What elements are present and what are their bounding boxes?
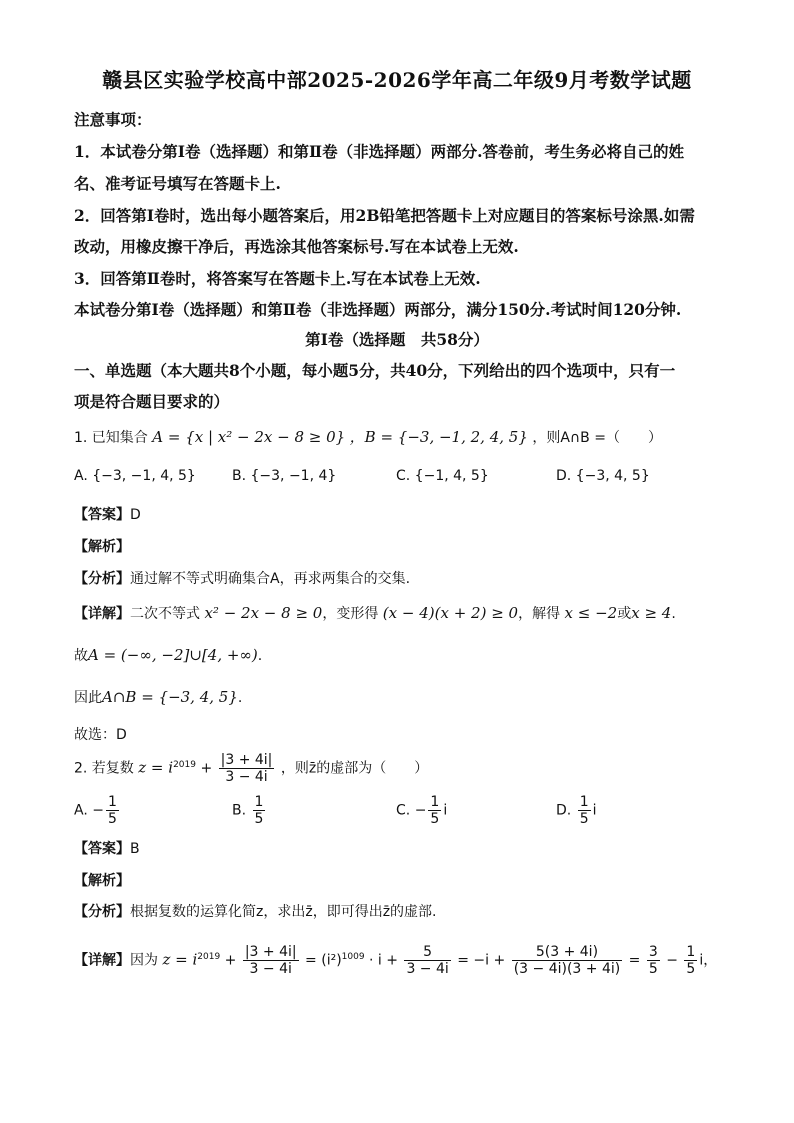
q2-option-b <box>232 794 267 827</box>
q2-d14: i， <box>699 952 718 969</box>
q1-set-b: ，B = {−3, −1, 2, 4, 5} <box>349 428 528 446</box>
q2-option-c-unit: i <box>443 802 448 819</box>
q2-d7-den: 3 − 4i <box>406 961 449 977</box>
q2-prefix: 2. 若复数 <box>74 760 134 777</box>
q2-option-a <box>74 794 121 827</box>
q2-option-c-den: 5 <box>430 811 440 827</box>
q2-option-d-num: 1 <box>579 794 589 810</box>
q2-d11-den: 5 <box>648 961 658 977</box>
q1-step3c: . <box>237 690 243 706</box>
q2-option-b-label: B. <box>232 802 247 819</box>
q2-fraction <box>219 752 275 785</box>
q2-ask: ，则z̄的虚部为（ ） <box>280 760 429 777</box>
q1-step1f: x ≤ −2 <box>564 604 618 622</box>
q2-d5-exp: 1009 <box>341 951 365 962</box>
q2-d9-num: 5(3 + 4i) <box>512 944 623 961</box>
q2-option-a-num: 1 <box>107 794 117 810</box>
q1-answer-tag: 【答案】 <box>74 507 130 523</box>
q2-d13-den: 5 <box>686 961 696 977</box>
q2-d4-frac <box>243 944 299 977</box>
q2-fenxi-tag: 【分析】 <box>74 904 130 920</box>
q2-option-d <box>556 794 597 827</box>
q1-analysis-label: 【解析】 <box>74 539 130 555</box>
q2-z: z = i <box>138 758 174 777</box>
q2-option-c <box>396 794 447 827</box>
notice-item-3: 3．回答第Ⅱ卷时，将答案写在答题卡上.写在本试卷上无效. <box>74 269 481 288</box>
q2-d9-den: (3 − 4i)(3 + 4i) <box>513 961 621 977</box>
q2-plus: + <box>200 760 213 777</box>
q1-answer <box>74 504 141 524</box>
q2-d3: + <box>224 952 237 969</box>
q2-d10: = <box>628 952 641 969</box>
q2-option-b-den: 5 <box>254 811 264 827</box>
q1-step1e: ，解得 <box>518 606 561 622</box>
q1-step1i: . <box>671 606 676 622</box>
q1-fenxi <box>74 568 410 588</box>
q1-step1h: x ≥ 4 <box>631 604 672 622</box>
q2-option-a-frac <box>106 794 119 827</box>
q2-d2: z = i <box>162 950 198 969</box>
q2-xiangjie-tag: 【详解】 <box>74 952 130 969</box>
q2-d4-num: |3 + 4i| <box>244 944 297 960</box>
q2-option-b-num: 1 <box>254 794 264 810</box>
q2-option-b-frac <box>253 794 266 827</box>
q1-option-a: A. {−3, −1, 4, 5} <box>74 468 196 484</box>
q2-option-a-sign: − <box>92 802 104 819</box>
q2-detail <box>74 944 717 977</box>
q2-d8: = −i + <box>457 952 506 969</box>
q1-step1c: ，变形得 <box>322 606 379 622</box>
q1-step3b: A∩B = {−3, 4, 5} <box>102 688 238 706</box>
q2-d13-num: 1 <box>686 944 696 960</box>
q2-d9-frac <box>512 944 623 977</box>
q1-fenxi-tag: 【分析】 <box>74 571 130 587</box>
q2-d11-frac <box>647 944 660 977</box>
notice-item-1-line-2: 名、准考证号填写在答题卡上. <box>74 174 281 193</box>
section-1-line-1: 一、单选题（本大题共8个小题，每小题5分，共40分，下列给出的四个选项中，只有一 <box>74 361 676 380</box>
q1-detail-step-1 <box>74 603 676 623</box>
q1-step2a: 故 <box>74 648 88 664</box>
q1-ask: ，则A∩B =（ ） <box>532 430 662 446</box>
q1-fenxi-text: 通过解不等式明确集合A，再求两集合的交集. <box>130 571 411 587</box>
q1-step1d: (x − 4)(x + 2) ≥ 0 <box>382 604 519 622</box>
q1-step2b: A = (−∞, −2]∪[4, +∞) <box>88 646 258 664</box>
q2-d2-exp: 2019 <box>197 951 221 962</box>
q1-set-a: A = {x | x² − 2x − 8 ≥ 0} <box>152 428 346 446</box>
q2-d11-num: 3 <box>648 944 658 960</box>
q2-option-d-frac <box>578 794 591 827</box>
q1-step2c: . <box>257 648 263 664</box>
q2-option-d-unit: i <box>592 802 597 819</box>
q2-answer-value: B <box>130 841 140 857</box>
notice-heading: 注意事项： <box>74 110 152 129</box>
q1-option-d: D. {−3, 4, 5} <box>556 468 650 484</box>
q1-detail-step-2 <box>74 645 262 665</box>
q2-d1: 因为 <box>130 952 158 969</box>
q2-exp: 2019 <box>173 759 196 770</box>
q2-option-c-frac <box>428 794 441 827</box>
q1-xiangjie-tag: 【详解】 <box>74 606 130 622</box>
q2-fenxi-text: 根据复数的运算化简z，求出z̄，即可得出z̄的虚部. <box>130 904 437 920</box>
q2-d5: = (i²) <box>305 952 342 969</box>
q2-option-a-den: 5 <box>107 811 117 827</box>
q1-step1g: 或 <box>617 606 632 622</box>
q1-option-b: B. {−3, −1, 4} <box>232 468 337 484</box>
q1-step3a: 因此 <box>74 690 102 706</box>
q2-d6: · i + <box>369 952 398 969</box>
q2-d4-den: 3 − 4i <box>249 961 292 977</box>
q2-answer-tag: 【答案】 <box>74 841 130 857</box>
notice-item-2-line-1: 2．回答第Ⅰ卷时，选出每小题答案后，用2B铅笔把答题卡上对应题目的答案标号涂黑.如需 <box>74 206 695 225</box>
q2-d12: − <box>666 952 678 969</box>
q2-d7-num: 5 <box>404 944 450 961</box>
notice-item-2-line-2: 改动，用橡皮擦干净后，再选涂其他答案标号.写在本试卷上无效. <box>74 237 519 256</box>
q2-analysis-tag <box>74 870 130 890</box>
q2-option-c-label: C. <box>396 802 411 819</box>
q1-answer-value: D <box>130 507 141 523</box>
q2-analysis-label: 【解析】 <box>74 873 130 889</box>
q1-option-c: C. {−1, 4, 5} <box>396 468 489 484</box>
notice-item-1-line-1: 1．本试卷分第Ⅰ卷（选择题）和第Ⅱ卷（非选择题）两部分.答卷前，考生务必将自己的姓 <box>74 142 684 161</box>
q2-option-c-num: 1 <box>430 794 440 810</box>
q1-step1a: 二次不等式 <box>130 606 200 622</box>
q1-choose: 故选：D <box>74 727 127 743</box>
q2-answer <box>74 838 140 858</box>
question-2-stem <box>74 752 428 785</box>
q1-detail-step-3 <box>74 687 242 707</box>
q2-fenxi <box>74 901 437 921</box>
section-1-line-2: 项是符合题目要求的） <box>74 392 230 411</box>
part-1-heading: 第Ⅰ卷（选择题 共58分） <box>305 330 489 349</box>
q2-d13-frac <box>684 944 697 977</box>
q2-option-d-den: 5 <box>579 811 589 827</box>
q1-analysis-tag <box>74 536 130 556</box>
page-title: 赣县区实验学校高中部2025-2026学年高二年级9月考数学试题 <box>102 68 692 92</box>
q2-option-d-label: D. <box>556 802 572 819</box>
q1-step1b: x² − 2x − 8 ≥ 0 <box>204 604 323 622</box>
q1-prefix: 1. 已知集合 <box>74 430 148 446</box>
q2-d7-frac <box>404 944 450 977</box>
q2-option-a-label: A. <box>74 802 88 819</box>
q2-frac-den: 3 − 4i <box>225 769 268 785</box>
q2-frac-num: |3 + 4i| <box>220 752 273 768</box>
notice-summary: 本试卷分第Ⅰ卷（选择题）和第Ⅱ卷（非选择题）两部分，满分150分.考试时间120分钟. <box>74 300 682 319</box>
q2-option-c-sign: − <box>414 802 427 819</box>
question-1-stem <box>74 426 662 447</box>
